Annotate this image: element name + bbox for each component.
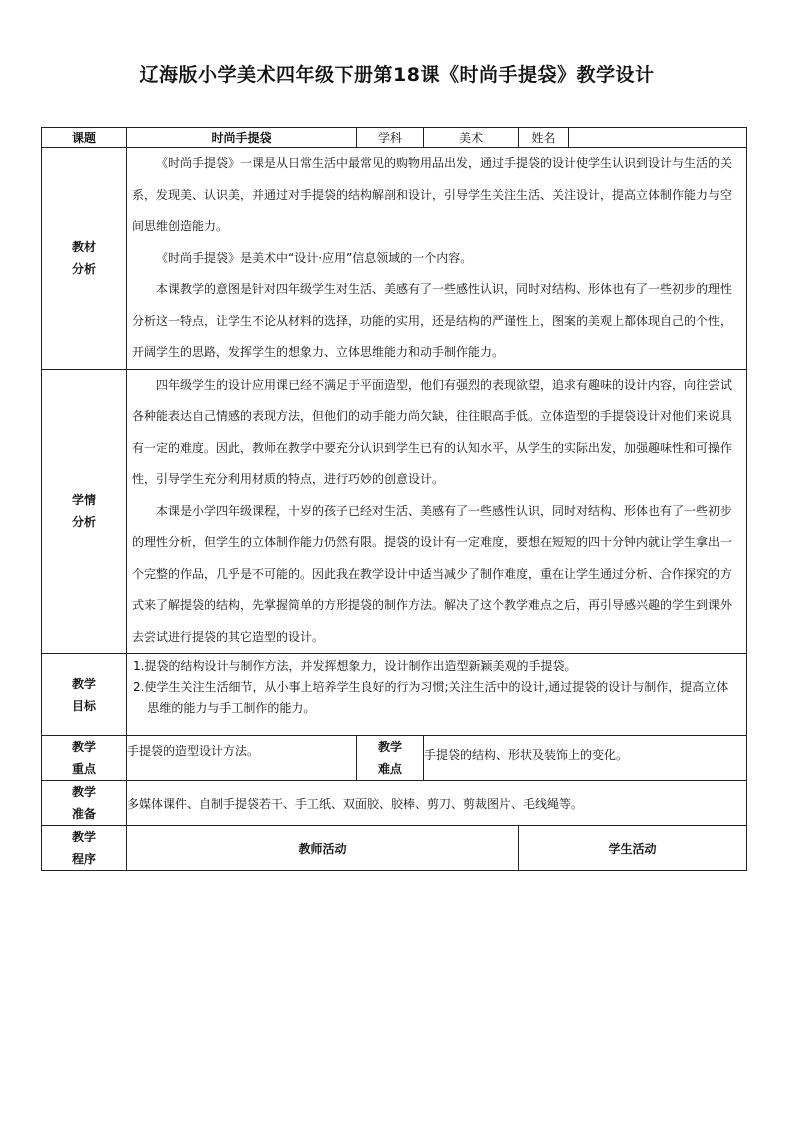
preparation-value: 多媒体课件、自制手提袋若干、手工纸、双面胶、胶棒、剪刀、剪裁图片、毛线绳等。 xyxy=(127,781,747,826)
material-analysis-paragraph-3: 本课教学的意图是针对四年级学生对生活、美感有了一些感性认识，同时对结构、形体也有了一些初步的理性分析这一特点，让学生不论从材料的选择，功能的实用，还是结构的严谨性上，图案的美观上都体现自己的个性，开阔学生的思路，发挥学生的想象力、立体思维能力和动手制作能力。 xyxy=(132,282,733,359)
teaching-goals-label-line2: 目标 xyxy=(71,698,96,713)
teaching-goals-label xyxy=(42,654,127,736)
material-analysis-label-line1: 教材 xyxy=(71,240,96,255)
difficult-point-value: 手提袋的结构、形状及装饰上的变化。 xyxy=(424,736,747,781)
document-title: 辽海版小学美术四年级下册第18课《时尚手提袋》教学设计 xyxy=(139,64,655,86)
procedure-row xyxy=(42,826,747,871)
student-activity-header: 学生活动 xyxy=(519,826,747,871)
preparation-row xyxy=(42,781,747,826)
subject-value: 美术 xyxy=(424,128,519,148)
topic-value: 时尚手提袋 xyxy=(127,128,357,148)
preparation-label-line2: 准备 xyxy=(71,807,96,821)
student-analysis-paragraph-1: 四年级学生的设计应用课已经不满足于平面造型，他们有强烈的表现欲望，追求有趣味的设计内容，向往尝试各种能表达自己情感的表现方法，但他们的动手能力尚欠缺，往往眼高手低。立体造型的手提袋设计对他们来说具有一定的难度。因此，教师在教学中要充分认识到学生已有的认知水平，从学生的实际出发，加强趣味性和可操作性，引导学生充分利用材质的特点，进行巧妙的创意设计。 xyxy=(132,377,733,486)
material-analysis-label-line2: 分析 xyxy=(71,262,96,277)
material-analysis-paragraph-2: 《时尚手提袋》是美术中“设计·应用”信息领域的一个内容。 xyxy=(156,250,473,265)
teaching-goal-item-1: 1.提袋的结构设计与制作方法，并发挥想象力，设计制作出造型新颖美观的手提袋。 xyxy=(133,659,577,673)
teaching-goals-content xyxy=(127,654,747,736)
name-value xyxy=(569,128,747,148)
key-point-label-line1: 教学 xyxy=(71,740,96,754)
preparation-label xyxy=(42,781,127,826)
teaching-goals-label-line1: 教学 xyxy=(71,676,96,691)
student-analysis-label-line2: 分析 xyxy=(71,515,96,530)
header-row xyxy=(42,128,747,148)
material-analysis-content xyxy=(127,148,747,370)
procedure-label-line1: 教学 xyxy=(71,830,96,844)
teacher-activity-header: 教师活动 xyxy=(127,826,519,871)
procedure-label xyxy=(42,826,127,871)
name-label: 姓名 xyxy=(519,128,569,148)
subject-label: 学科 xyxy=(357,128,424,148)
student-analysis-paragraph-2: 本课是小学四年级课程，十岁的孩子已经对生活、美感有了一些感性认识，同时对结构、形体也有了一些初步的理性分析，但学生的立体制作能力仍然有限。提袋的设计有一定难度，要想在短短的四十分钟内就让学生拿出一个完整的作品，几乎是不可能的。因此我在教学设计中适当减少了制作难度，重在让学生通过分析、合作探究的方式来了解提袋的结构，先掌握简单的方形提袋的制作方法。解决了这个教学难点之后，再引导感兴趣的学生到课外去尝试进行提袋的其它造型的设计。 xyxy=(132,503,733,644)
student-analysis-label xyxy=(42,369,127,654)
student-analysis-content xyxy=(127,369,747,654)
material-analysis-paragraph-1: 《时尚手提袋》一课是从日常生活中最常见的购物用品出发，通过手提袋的设计使学生认识到设计与生活的关系，发现美、认识美，并通过对手提袋的结构解剖和设计，引导学生关注生活、关注设计，提高立体制作能力与空间思维创造能力。 xyxy=(132,156,733,233)
teaching-goal-item-2: 2.使学生关注生活细节，从小事上培养学生良好的行为习惯;关注生活中的设计,通过提袋的设计与制作，提高立体思维的能力与手工制作的能力。 xyxy=(133,680,729,715)
key-point-label xyxy=(42,736,127,781)
difficult-point-label-line1: 教学 xyxy=(377,740,402,754)
procedure-label-line2: 程序 xyxy=(71,852,96,866)
lesson-plan-table xyxy=(41,127,747,871)
material-analysis-label xyxy=(42,148,127,370)
key-point-value: 手提袋的造型设计方法。 xyxy=(127,736,357,781)
difficult-point-label xyxy=(357,736,424,781)
material-analysis-row xyxy=(42,148,747,370)
student-analysis-label-line1: 学情 xyxy=(71,493,96,508)
key-point-label-line2: 重点 xyxy=(71,762,96,776)
teaching-goals-row xyxy=(42,654,747,736)
key-points-row xyxy=(42,736,747,781)
difficult-point-label-line2: 难点 xyxy=(377,762,402,776)
preparation-label-line1: 教学 xyxy=(71,785,96,799)
student-analysis-row xyxy=(42,369,747,654)
topic-label: 课题 xyxy=(42,128,127,148)
